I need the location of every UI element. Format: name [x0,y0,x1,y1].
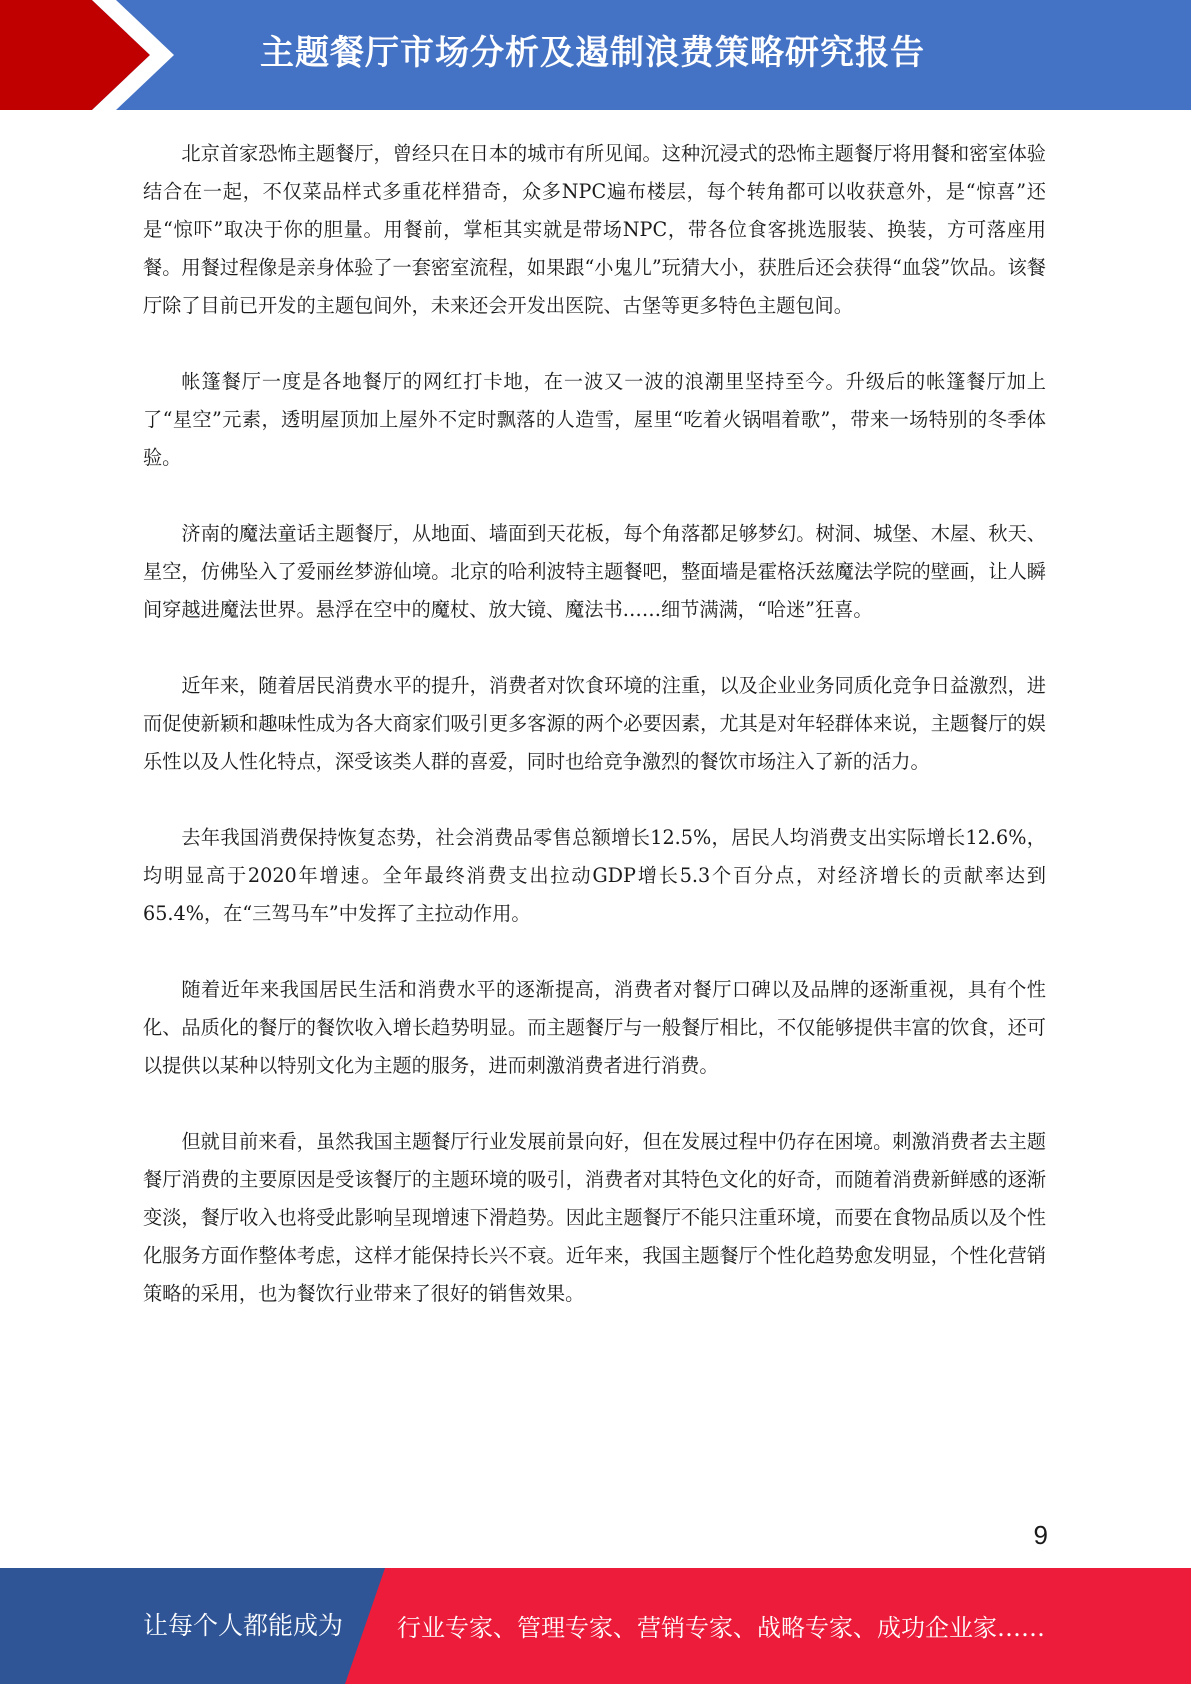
report-body [143,135,1046,1351]
paragraph-challenges: 但就目前来看，虽然我国主题餐厅行业发展前景向好，但在发展过程中仍存在困境。刺激消费者去主题餐厅消费的主要原因是受该餐厅的主题环境的吸引，消费者对其特色文化的好奇，而随着消费新鲜感的逐渐变淡，餐厅收入也将受此影响呈现增速下滑趋势。因此主题餐厅不能只注重环境，而要在食物品质以及个性化服务方面作整体考虑，这样才能保持长兴不衰。近年来，我国主题餐厅个性化趋势愈发明显，个性化营销策略的采用，也为餐饮行业带来了很好的销售效果。 [143,1130,1046,1305]
paragraph-magic-restaurant: 济南的魔法童话主题餐厅，从地面、墙面到天花板，每个角落都足够梦幻。树洞、城堡、木屋、秋天、星空，仿佛坠入了爱丽丝梦游仙境。北京的哈利波特主题餐吧，整面墙是霍格沃兹魔法学院的壁画，让人瞬间穿越进魔法世界。悬浮在空中的魔杖、放大镜、魔法书……细节满满，“哈迷”狂喜。 [143,522,1046,621]
footer-slogan-right: 行业专家、管理专家、营销专家、战略专家、成功企业家…… [397,1614,1045,1642]
header-arrow-decoration [0,0,300,110]
paragraph-consumer-trends: 近年来，随着居民消费水平的提升，消费者对饮食环境的注重，以及企业业务同质化竞争日益激烈，进而促使新颖和趣味性成为各大商家们吸引更多客源的两个必要因素，尤其是对年轻群体来说，主题餐厅的娱乐性以及人性化特点，深受该类人群的喜爱，同时也给竞争激烈的餐饮市场注入了新的活力。 [143,674,1046,773]
paragraph-consumption-stats: 去年我国消费保持恢复态势，社会消费品零售总额增长12.5%，居民人均消费支出实际增长12.6%，均明显高于2020年增速。全年最终消费支出拉动GDP增长5.3个百分点，对经济增长的贡献率达到65.4%，在“三驾马车”中发挥了主拉动作用。 [143,826,1046,925]
footer-slogan-left: 让每个人都能成为 [143,1611,344,1640]
page-header [0,0,1191,110]
page-footer [0,1568,1191,1684]
paragraph-horror-restaurant: 北京首家恐怖主题餐厅，曾经只在日本的城市有所见闻。这种沉浸式的恐怖主题餐厅将用餐和密室体验结合在一起，不仅菜品样式多重花样猎奇，众多NPC遍布楼层，每个转角都可以收获意外，是“惊喜”还是“惊吓”取决于你的胆量。用餐前，掌柜其实就是带场NPC，带各位食客挑选服装、换装，方可落座用餐。用餐过程像是亲身体验了一套密室流程，如果跟“小鬼儿”玩猜大小，获胜后还会获得“血袋”饮品。该餐厅除了目前已开发的主题包间外，未来还会开发出医院、古堡等更多特色主题包间。 [143,142,1046,317]
paragraph-tent-restaurant: 帐篷餐厅一度是各地餐厅的网红打卡地，在一波又一波的浪潮里坚持至今。升级后的帐篷餐厅加上了“星空”元素，透明屋顶加上屋外不定时飘落的人造雪，屋里“吃着火锅唱着歌”，带来一场特别的冬季体验。 [143,370,1046,469]
document-title: 主题餐厅市场分析及遏制浪费策略研究报告 [260,33,925,73]
page-number: 9 [1033,1520,1048,1550]
paragraph-personalization: 随着近年来我国居民生活和消费水平的逐渐提高，消费者对餐厅口碑以及品牌的逐渐重视，具有个性化、品质化的餐厅的餐饮收入增长趋势明显。而主题餐厅与一般餐厅相比，不仅能够提供丰富的饮食，还可以提供以某种以特别文化为主题的服务，进而刺激消费者进行消费。 [143,978,1046,1077]
